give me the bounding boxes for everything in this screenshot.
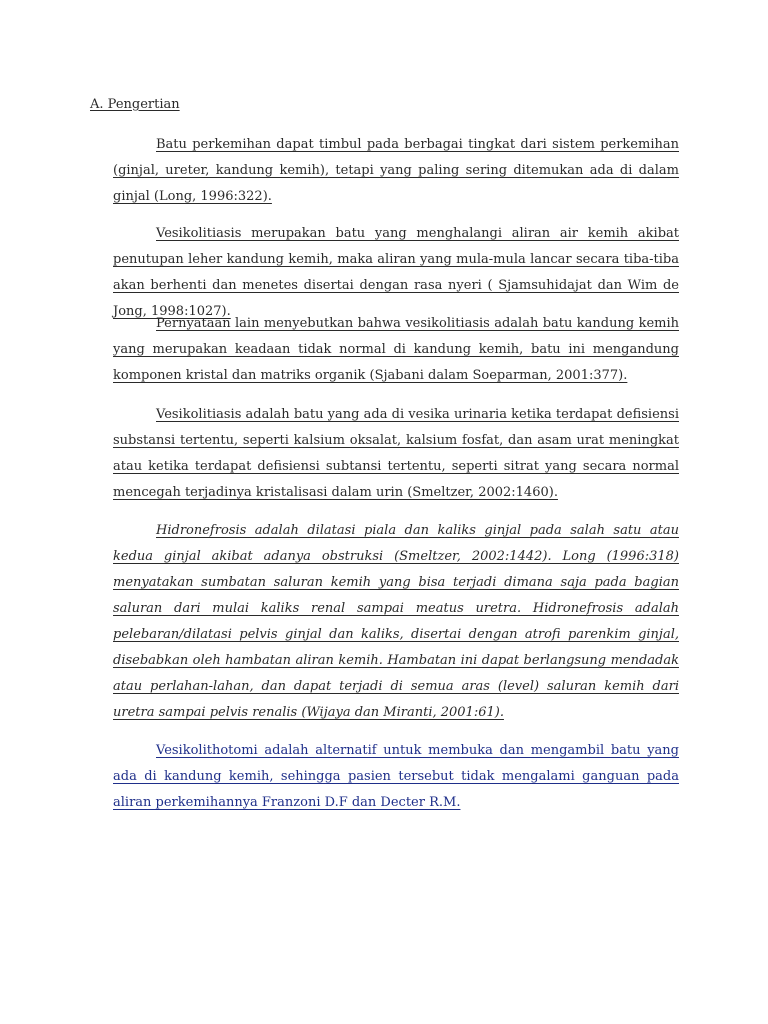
paragraph-text: Vesikolitiasis adalah batu yang ada di vesika urinaria ketika terdapat defisiensi substansi tertentu, seperti kalsium oksalat, kalsium fosfat, dan asam urat meningkat atau ketika terdapat defisiensi subtansi tertentu, seperti sitrat yang secara normal mencegah terjadinya kristalisasi dalam urin (Smeltzer, 2002:1460). <box>113 407 679 500</box>
paragraph-text: Pernyataan lain menyebutkan bahwa vesikolitiasis adalah batu kandung kemih yang merupakan keadaan tidak normal di kandung kemih, batu ini mengandung komponen kristal dan matriks organik (Sjabani dalam Soeparman, 2001:377). <box>113 316 679 383</box>
paragraph-vesikolitiasis-defisiensi <box>113 402 679 506</box>
paragraph-text: Hidronefrosis adalah dilatasi piala dan kaliks ginjal pada salah satu atau kedua ginjal akibat adanya obstruksi (Smeltzer, 2002:1442). Long (1996:318) menyatakan sumbatan saluran kemih yang bisa terjadi dimana saja pada bagian saluran dari mulai kaliks renal sampai meatus uretra. Hidronefrosis adalah pelebaran/dilatasi pelvis ginjal dan kaliks, disertai dengan atrofi parenkim ginjal, disebabkan oleh hambatan aliran kemih. Hambatan ini dapat berlangsung mendadak atau perlahan-lahan, dan dapat terjadi di semua aras (level) saluran kemih dari uretra sampai pelvis renalis (Wijaya dan Miranti, 2001:61). <box>113 523 679 720</box>
section-heading: A. Pengertian <box>90 97 180 112</box>
paragraph-text: Batu perkemihan dapat timbul pada berbagai tingkat dari sistem perkemihan (ginjal, ureter, kandung kemih), tetapi yang paling sering ditemukan ada di dalam ginjal (Long, 1996:322). <box>113 137 679 204</box>
paragraph-pernyataan-lain <box>113 311 679 389</box>
paragraph-vesikolitiasis-definition <box>113 221 679 325</box>
paragraph-text: Vesikolithotomi adalah alternatif untuk membuka dan mengambil batu yang ada di kandung kemih, sehingga pasien tersebut tidak mengalami ganguan pada aliran perkemihannya Franzoni D.F dan Decter R.M. <box>113 743 679 810</box>
paragraph-batu-perkemihan <box>113 132 679 210</box>
paragraph-hidronefrosis <box>113 518 679 726</box>
paragraph-text: Vesikolitiasis merupakan batu yang menghalangi aliran air kemih akibat penutupan leher kandung kemih, maka aliran yang mula-mula lancar secara tiba-tiba akan berhenti dan menetes disertai dengan rasa nyeri ( Sjamsuhidajat dan Wim de Jong, 1998:1027). <box>113 226 679 319</box>
paragraph-vesikolithotomi <box>113 738 679 816</box>
